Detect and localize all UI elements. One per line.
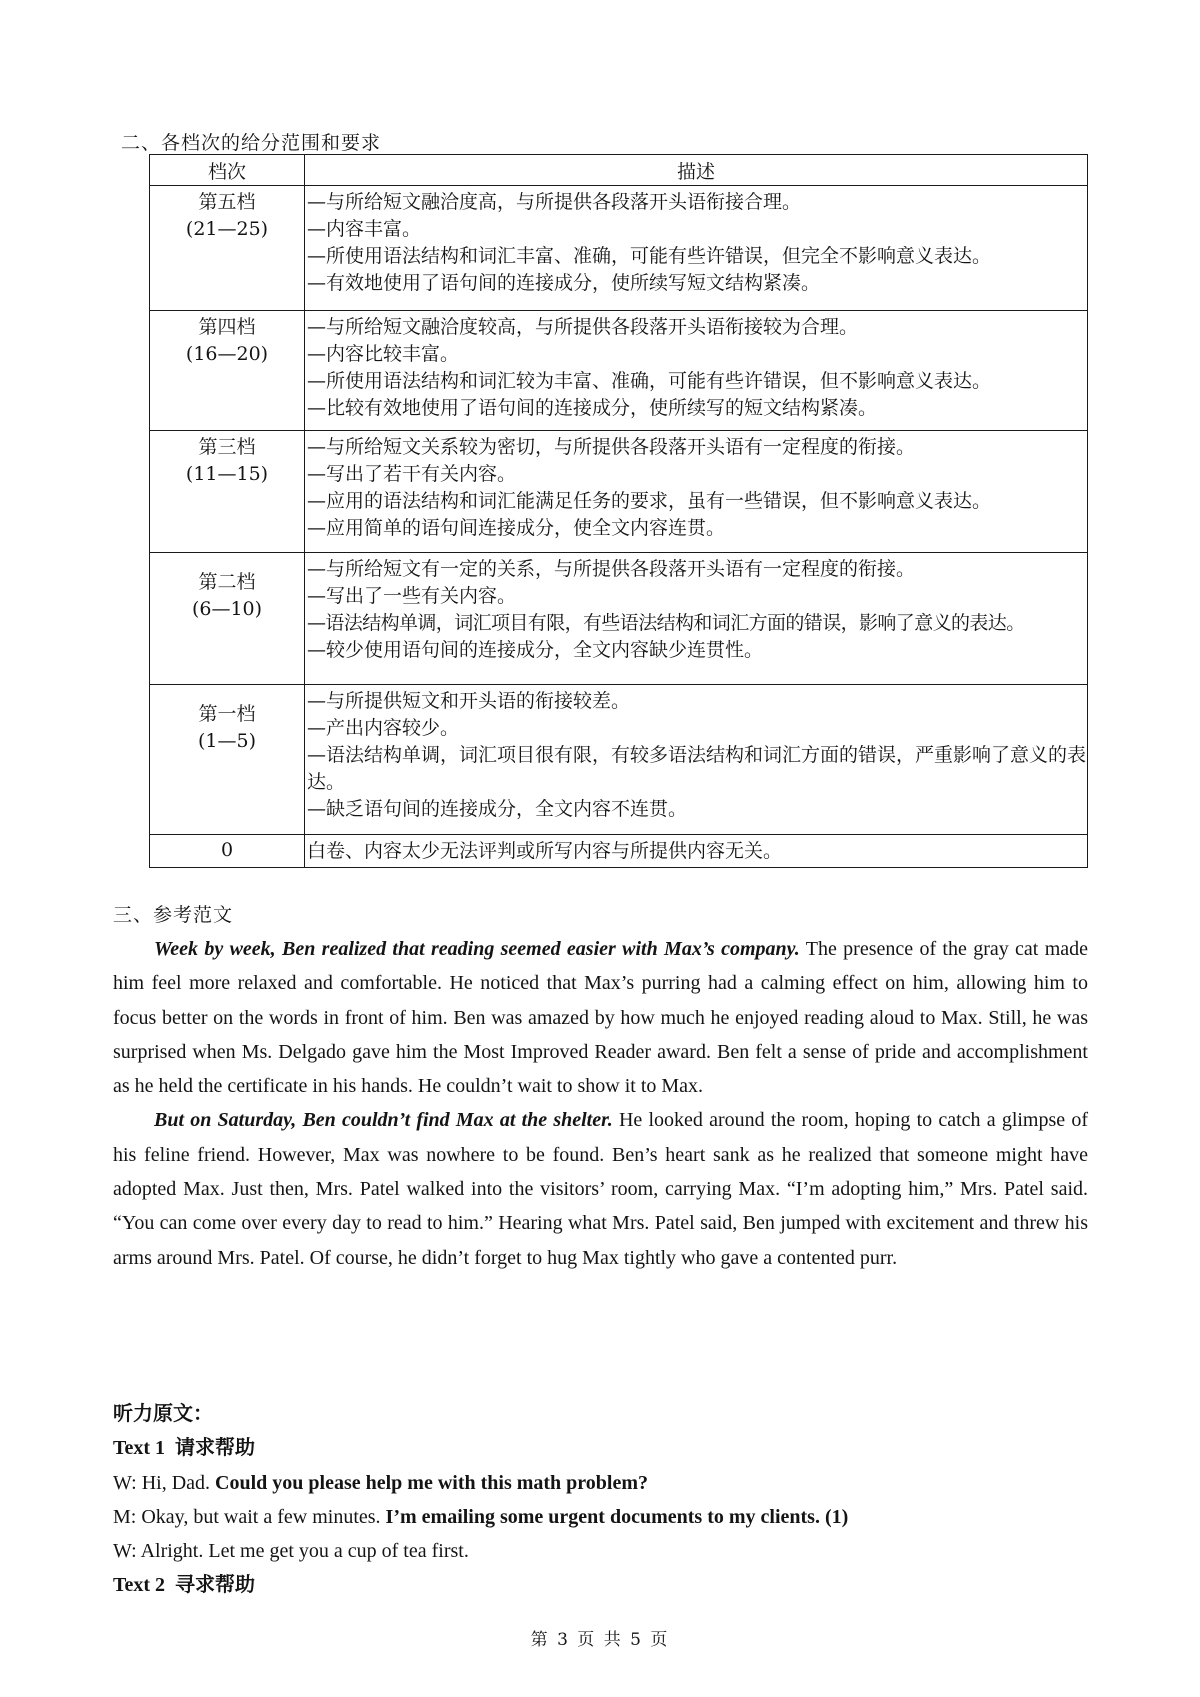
key-sentence: I’m emailing some urgent documents to my clients. (1) bbox=[385, 1505, 849, 1528]
description-cell: 白卷、内容太少无法评判或所写内容与所提供内容无关。 bbox=[305, 835, 1088, 868]
level-cell bbox=[150, 431, 305, 553]
description-line: —有效地使用了语句间的连接成分，使所续写短文结构紧凑。 bbox=[307, 272, 821, 294]
description-cell bbox=[305, 553, 1088, 685]
description-line: —与所给短文融洽度高，与所提供各段落开头语衔接合理。 bbox=[307, 191, 802, 213]
table-row bbox=[150, 835, 1088, 868]
description-line: —语法结构单调，词汇项目很有限，有较多语法结构和词汇方面的错误，严重影响了意义的表达。 bbox=[307, 744, 1087, 793]
level-cell: 0 bbox=[150, 835, 305, 868]
description-line: —较少使用语句间的连接成分，全文内容缺少连贯性。 bbox=[307, 639, 764, 661]
level-name: 第一档 bbox=[198, 703, 256, 725]
level-range: (1—5) bbox=[197, 730, 256, 752]
level-name: 第四档 bbox=[198, 316, 256, 338]
table-header-row bbox=[150, 155, 1088, 186]
scoring-rubric-table bbox=[149, 154, 1088, 868]
key-sentence: Could you please help me with this math problem? bbox=[215, 1471, 649, 1494]
description-line: —写出了一些有关内容。 bbox=[307, 585, 517, 607]
essay-paragraph bbox=[113, 1103, 1088, 1274]
listening-transcript bbox=[113, 1397, 1088, 1603]
text-1-title: Text 1 请求帮助 bbox=[113, 1437, 256, 1460]
description-cell bbox=[305, 186, 1088, 311]
description-line: —与所提供短文和开头语的衔接较差。 bbox=[307, 690, 631, 712]
level-range: (6—10) bbox=[191, 598, 263, 620]
paragraph-body: He looked around the room, hoping to catch a glimpse of his feline friend. However, Max was nowhere to be found. Ben’s heart sank as he realized that someone might have adopted Max. Just then, Mrs. Patel walked into the visitors’ room, carrying Max. “I’m adopting him,” Mrs. Patel said. “You can come over every day to read to him.” Hearing what Mrs. Patel said, Ben jumped with excitement and threw his arms around Mrs. Patel. Of course, he didn’t forget to hug Max tightly who gave a contented purr. bbox=[113, 1109, 1089, 1269]
text-2-title: Text 2 寻求帮助 bbox=[113, 1574, 256, 1597]
description-cell bbox=[305, 431, 1088, 553]
description-line: —所使用语法结构和词汇较为丰富、准确，可能有些许错误，但不影响意义表达。 bbox=[307, 370, 992, 392]
level-name: 第二档 bbox=[198, 571, 256, 593]
section-2-heading: 二、各档次的给分范围和要求 bbox=[121, 132, 382, 154]
sample-essay bbox=[113, 932, 1088, 1275]
header-level: 档次 bbox=[150, 155, 305, 186]
speaker-text: W: Hi, Dad. bbox=[113, 1471, 216, 1494]
header-description: 描述 bbox=[305, 155, 1088, 186]
table-row bbox=[150, 553, 1088, 685]
description-line: —写出了若干有关内容。 bbox=[307, 463, 517, 485]
description-line: —比较有效地使用了语句间的连接成分，使所续写的短文结构紧凑。 bbox=[307, 397, 878, 419]
level-range: (21—25) bbox=[185, 218, 269, 240]
description-cell bbox=[305, 311, 1088, 431]
description-line: —与所给短文有一定的关系，与所提供各段落开头语有一定程度的衔接。 bbox=[307, 558, 916, 580]
level-cell bbox=[150, 553, 305, 685]
paragraph-opening: Week by week, Ben realized that reading seemed easier with Max’s company. bbox=[154, 938, 800, 960]
essay-paragraph bbox=[113, 932, 1088, 1103]
description-line: —所使用语法结构和词汇丰富、准确，可能有些许错误，但完全不影响意义表达。 bbox=[307, 245, 992, 267]
level-range: (11—15) bbox=[185, 463, 269, 485]
description-line: —缺乏语句间的连接成分，全文内容不连贯。 bbox=[307, 798, 688, 820]
description-line: —应用的语法结构和词汇能满足任务的要求，虽有一些错误，但不影响意义表达。 bbox=[307, 490, 992, 512]
table-row bbox=[150, 431, 1088, 553]
level-cell bbox=[150, 685, 305, 835]
description-line: —与所给短文关系较为密切，与所提供各段落开头语有一定程度的衔接。 bbox=[307, 436, 916, 458]
page-number-footer: 第 3 页 共 5 页 bbox=[530, 1630, 670, 1650]
level-name: 第五档 bbox=[198, 191, 256, 213]
description-line: —语法结构单调，词汇项目有限，有些语法结构和词汇方面的错误，影响了意义的表达。 bbox=[307, 612, 1025, 634]
table-row bbox=[150, 186, 1088, 311]
level-name: 第三档 bbox=[198, 436, 256, 458]
dialogue-line: W: Alright. Let me get you a cup of tea first. bbox=[113, 1540, 469, 1563]
paragraph-body: The presence of the gray cat made him feel more relaxed and comfortable. He noticed that Max’s purring had a calming effect on him, allowing him to focus better on the words in front of him. Ben was amazed by how much he enjoyed reading aloud to Max. Still, he was surprised when Ms. Delgado gave him the Most Improved Reader award. Ben felt a sense of pride and accomplishment as he held the certificate in his hands. He couldn’t wait to show it to Max. bbox=[113, 938, 1088, 1098]
dialogue-line bbox=[113, 1466, 1088, 1500]
description-line: —应用简单的语句间连接成分，使全文内容连贯。 bbox=[307, 517, 726, 539]
description-line: —内容丰富。 bbox=[307, 218, 422, 240]
table-row bbox=[150, 311, 1088, 431]
paragraph-opening: But on Saturday, Ben couldn’t find Max at the shelter. bbox=[154, 1109, 613, 1132]
level-cell bbox=[150, 186, 305, 311]
section-3-heading: 三、参考范文 bbox=[113, 904, 234, 926]
description-line: —产出内容较少。 bbox=[307, 717, 460, 739]
description-line: —与所给短文融洽度较高，与所提供各段落开头语衔接较为合理。 bbox=[307, 316, 859, 338]
dialogue-line bbox=[113, 1500, 1088, 1534]
table-row bbox=[150, 685, 1088, 835]
description-line: —内容比较丰富。 bbox=[307, 343, 460, 365]
speaker-text: M: Okay, but wait a few minutes. bbox=[113, 1505, 386, 1528]
description-cell bbox=[305, 685, 1088, 835]
level-cell bbox=[150, 311, 305, 431]
transcript-heading: 听力原文： bbox=[113, 1403, 213, 1425]
level-range: (16—20) bbox=[185, 343, 269, 365]
